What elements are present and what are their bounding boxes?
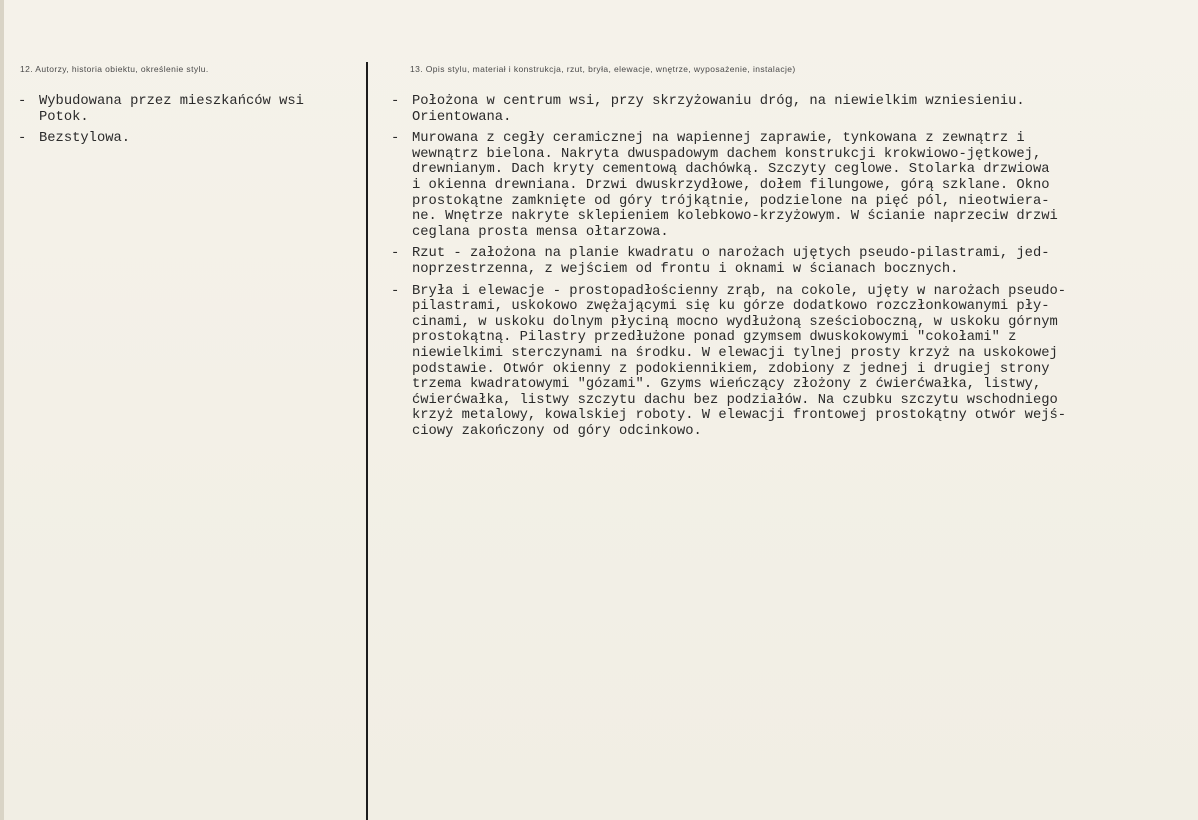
text-line: Wybudowana przez mieszkańców wsi <box>39 94 304 109</box>
text-line: ćwierćwałka, listwy szczytu dachu bez podziałów. Na czubku szczytu wschodniego <box>412 392 1058 408</box>
list-item <box>391 131 1191 240</box>
left-column <box>18 94 363 153</box>
page-edge <box>0 0 4 820</box>
text-line: ne. Wnętrze nakryte sklepieniem kolebkowo-krzyżowym. W ścianie naprzeciw drzwi <box>412 209 1058 225</box>
item-text <box>412 284 1066 440</box>
item-text <box>412 131 1058 240</box>
list-item <box>18 131 363 147</box>
text-line: niewielkimi sterczynami na środku. W elewacji tylnej prosty krzyż na uskokowej <box>412 345 1058 361</box>
text-line: ceglana prosta mensa ołtarzowa. <box>412 224 669 240</box>
text-line: prostokątne zamknięte od góry trójkątnie, podzielone na pięć pól, nieotwiera- <box>412 193 1050 209</box>
list-item <box>391 284 1191 440</box>
text-line: pilastrami, uskokowo zwężającymi się ku górze dodatkowo rozczłonkowanymi pły- <box>412 299 1050 315</box>
section-13-header: 13. Opis stylu, materiał i konstrukcja, rzut, bryła, elewacje, wnętrze, wyposażenie, instalacje) <box>410 64 796 74</box>
list-item <box>391 246 1191 277</box>
section-12-header: 12. Autorzy, historia obiektu, określenie stylu. <box>20 64 209 74</box>
text-line: drewnianym. Dach kryty cementową dachówką. Szczyty ceglowe. Stolarka drzwiowa <box>412 162 1050 178</box>
bullet-dash: - <box>18 94 27 109</box>
text-line: Orientowana. <box>412 109 512 125</box>
text-line: noprzestrzenna, z wejściem od frontu i oknami w ścianach bocznych. <box>412 261 959 277</box>
text-line: Potok. <box>39 109 89 125</box>
item-text <box>412 94 1025 125</box>
text-line: Rzut - założona na planie kwadratu o narożach ujętych pseudo-pilastrami, jed- <box>412 246 1050 262</box>
item-text <box>39 94 304 125</box>
bullet-dash: - <box>391 283 400 299</box>
text-line: Położona w centrum wsi, przy skrzyżowaniu dróg, na niewielkim wzniesieniu. <box>412 94 1025 109</box>
list-item <box>391 94 1191 125</box>
text-line: Murowana z cegły ceramicznej na wapiennej zaprawie, tynkowana z zewnątrz i <box>412 131 1025 147</box>
column-divider <box>366 62 368 820</box>
text-line: krzyż metalowy, kowalskiej roboty. W elewacji frontowej prostokątny otwór wejś- <box>412 408 1067 424</box>
text-line: trzema kwadratowymi "gózami". Gzyms wieńczący złożony z ćwierćwałka, listwy, <box>412 377 1042 393</box>
bullet-dash: - <box>18 131 27 147</box>
text-line: i okienna drewniana. Drzwi dwuskrzydłowe, dołem filungowe, górą szklane. Okno <box>412 177 1050 193</box>
text-line: prostokątną. Pilastry przedłużone ponad gzymsem dwuskokowymi "cokołami" z <box>412 330 1017 346</box>
text-line: Bryła i elewacje - prostopadłościenny zrąb, na cokole, ujęty w narożach pseudo- <box>412 283 1067 299</box>
item-text <box>412 246 1050 277</box>
text-line: wewnątrz bielona. Nakryta dwuspadowym dachem konstrukcji krokwiowo-jętkowej, <box>412 146 1042 162</box>
bullet-dash: - <box>391 246 400 262</box>
bullet-dash: - <box>391 131 400 147</box>
right-column <box>391 94 1191 445</box>
item-text <box>39 131 130 147</box>
text-line: cinami, w uskoku dolnym płyciną mocno wydłużoną sześcioboczną, w uskoku górnym <box>412 314 1058 330</box>
bullet-dash: - <box>391 94 400 109</box>
list-item <box>18 94 363 125</box>
text-line: podstawie. Otwór okienny z podokiennikiem, zdobiony z jednej i drugiej strony <box>412 361 1050 377</box>
text-line: Bezstylowa. <box>39 131 131 147</box>
text-line: ciowy zakończony od góry odcinkowo. <box>412 423 702 439</box>
